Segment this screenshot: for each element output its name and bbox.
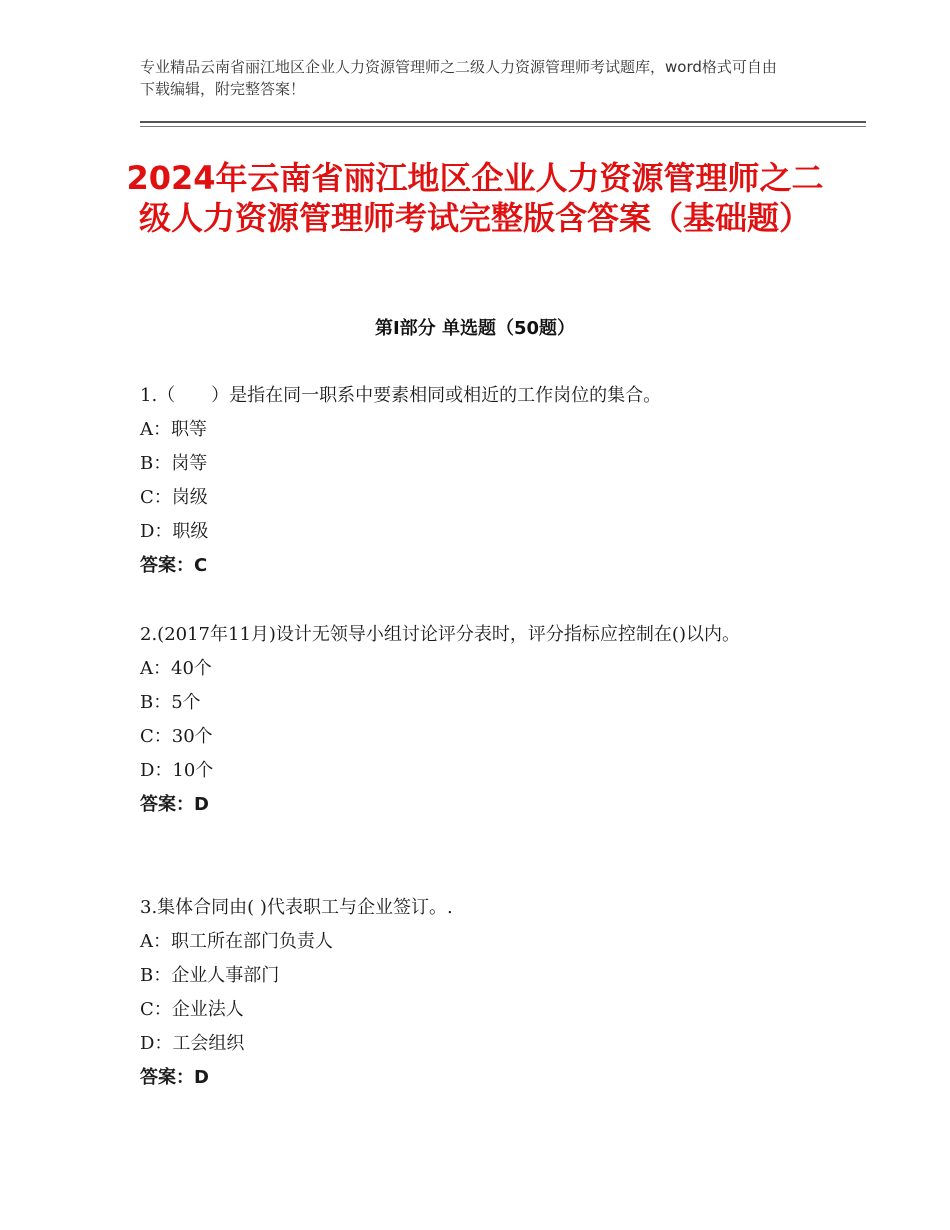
option-a: A：职等 — [140, 419, 207, 440]
option-c: C：30个 — [140, 726, 213, 747]
option-d: D：10个 — [140, 760, 214, 781]
option-a: A：职工所在部门负责人 — [140, 931, 333, 952]
option-d: D：职级 — [140, 521, 209, 542]
option-c: C：岗级 — [140, 487, 208, 508]
header-note: 专业精品云南省丽江地区企业人力资源管理师之二级人力资源管理师考试题库，word格式可自由下载编辑，附完整答案！ — [140, 58, 777, 98]
header-divider-thin — [140, 126, 866, 127]
question-stem: 3.集体合同由( )代表职工与企业签订。. — [140, 897, 453, 918]
document-title: 2024年云南省丽江地区企业人力资源管理师之二级人力资源管理师考试完整版含答案（基础题） — [126, 159, 824, 237]
question-1 — [140, 379, 830, 583]
answer: 答案：C — [140, 555, 208, 576]
option-b: B：5个 — [140, 692, 201, 713]
option-c: C：企业法人 — [140, 999, 244, 1020]
answer: 答案：D — [140, 794, 209, 815]
answer: 答案：D — [140, 1067, 209, 1088]
header-divider-thick — [140, 121, 866, 123]
question-stem: 1.（ ）是指在同一职系中要素相同或相近的工作岗位的集合。 — [140, 385, 662, 406]
section-title: 第Ⅰ部分 单选题（50题） — [374, 318, 575, 339]
option-b: B：企业人事部门 — [140, 965, 280, 986]
question-stem: 2.(2017年11月)设计无领导小组讨论评分表时，评分指标应控制在()以内。 — [140, 624, 740, 645]
question-3 — [140, 891, 830, 1095]
question-2 — [140, 618, 830, 822]
option-d: D：工会组织 — [140, 1033, 245, 1054]
option-b: B：岗等 — [140, 453, 208, 474]
option-a: A：40个 — [140, 658, 212, 679]
